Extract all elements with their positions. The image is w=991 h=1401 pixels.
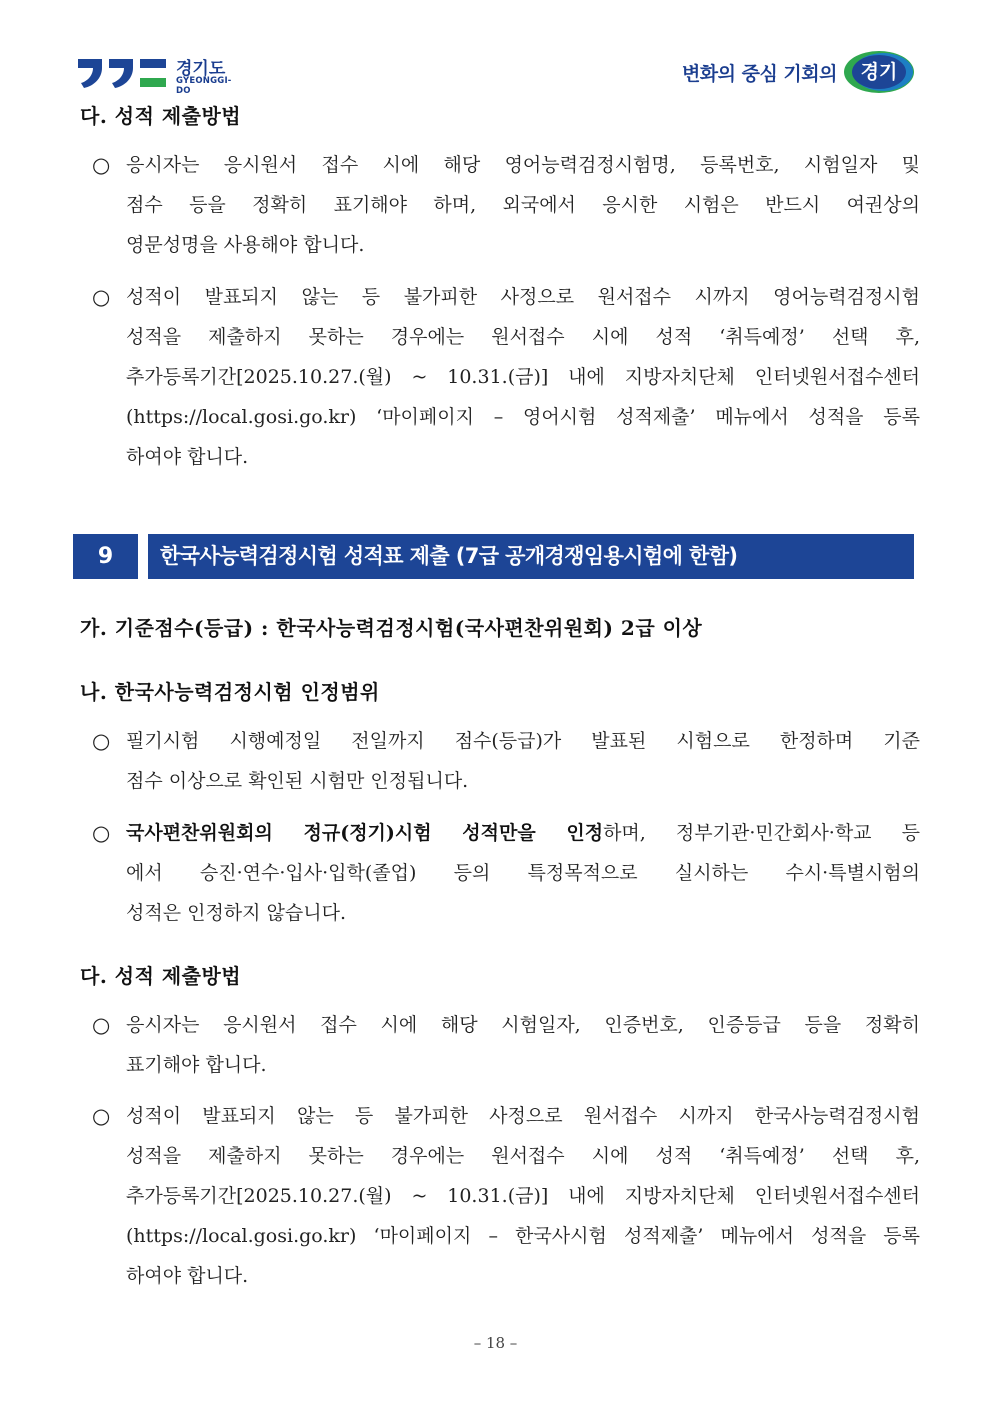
text-line: 성적이 발표되지 않는 등 불가피한 사정으로 원서접수 시까지 영어능력검정시험 bbox=[126, 286, 920, 308]
circle-bullet-icon: ○ bbox=[92, 153, 111, 177]
text-line: 성적을 제출하지 못하는 경우에는 원서접수 시에 성적 ‘취득예정’ 선택 후, bbox=[126, 1145, 920, 1167]
text-segment: 하며, 정부기관·민간회사·학교 등 bbox=[603, 822, 920, 844]
circle-bullet-icon: ○ bbox=[92, 821, 111, 845]
section-heading-submission: 다. 성적 제출방법 bbox=[80, 104, 242, 128]
bullet-text bbox=[126, 145, 920, 265]
page-header bbox=[0, 0, 991, 100]
text-line: 필기시험 시행예정일 전일까지 점수(등급)가 발표된 시험으로 한정하며 기준 bbox=[126, 730, 920, 752]
section-heading-criteria: 가. 기준점수(등급) : 한국사능력검정시험(국사편찬위원회) 2급 이상 bbox=[80, 616, 703, 640]
section-9-bar bbox=[73, 534, 914, 579]
circle-bullet-icon: ○ bbox=[92, 729, 111, 753]
circle-bullet-icon: ○ bbox=[92, 1013, 111, 1037]
section-heading-scope: 나. 한국사능력검정시험 인정범위 bbox=[80, 680, 380, 704]
text-line: 추가등록기간[2025.10.27.(월) ~ 10.31.(금)] 내에 지방자치단체 인터넷원서접수센터 bbox=[126, 366, 920, 388]
text-line: (https://local.gosi.go.kr) ‘마이페이지 – 영어시험 성적제출’ 메뉴에서 성적을 등록 bbox=[126, 406, 920, 428]
section-number: 9 bbox=[73, 534, 138, 579]
slogan bbox=[682, 48, 915, 96]
text-line: 표기해야 합니다. bbox=[126, 1054, 267, 1076]
bullet-text bbox=[126, 1005, 920, 1085]
emphasis-text: 국사편찬위원회의 정규(정기)시험 성적만을 인정 bbox=[126, 822, 604, 844]
list-item bbox=[92, 813, 920, 933]
text-line: 에서 승진·연수·입사·입학(졸업) 등의 특정목적으로 실시하는 수시·특별시험의 bbox=[126, 862, 920, 884]
text-line: 성적이 발표되지 않는 등 불가피한 사정으로 원서접수 시까지 한국사능력검정시험 bbox=[126, 1105, 920, 1127]
gyeonggi-logo bbox=[76, 52, 246, 96]
text-line: 점수 이상으로 확인된 시험만 인정됩니다. bbox=[126, 770, 469, 792]
list-item bbox=[92, 277, 920, 477]
page-number: – 18 – bbox=[473, 1334, 518, 1352]
circle-bullet-icon: ○ bbox=[92, 285, 111, 309]
text-line bbox=[126, 813, 920, 853]
text-line: 하여야 합니다. bbox=[126, 446, 249, 468]
text-line: 성적은 인정하지 않습니다. bbox=[126, 902, 347, 924]
text-line: 점수 등을 정확히 표기해야 하며, 외국에서 응시한 시험은 반드시 여권상의 bbox=[126, 194, 920, 216]
text-line: 추가등록기간[2025.10.27.(월) ~ 10.31.(금)] 내에 지방자치단체 인터넷원서접수센터 bbox=[126, 1185, 920, 1207]
text-line: 영문성명을 사용해야 합니다. bbox=[126, 234, 365, 256]
logo-subtext: GYEONGGI-DO bbox=[176, 76, 232, 96]
text-line: 응시자는 응시원서 접수 시에 해당 시험일자, 인증번호, 인증등급 등을 정확히 bbox=[126, 1014, 920, 1036]
text-line: 성적을 제출하지 못하는 경우에는 원서접수 시에 성적 ‘취득예정’ 선택 후, bbox=[126, 326, 920, 348]
list-item bbox=[92, 721, 920, 801]
bullet-text bbox=[126, 721, 920, 801]
logo-bars-icon bbox=[76, 56, 168, 90]
circle-bullet-icon: ○ bbox=[92, 1104, 111, 1128]
text-line: 응시자는 응시원서 접수 시에 해당 영어능력검정시험명, 등록번호, 시험일자 및 bbox=[126, 154, 920, 176]
text-line: 하여야 합니다. bbox=[126, 1265, 249, 1287]
bullet-text bbox=[126, 813, 920, 933]
text-line: (https://local.gosi.go.kr) ‘마이페이지 – 한국사시험 성적제출’ 메뉴에서 성적을 등록 bbox=[126, 1225, 920, 1247]
slogan-badge bbox=[843, 50, 915, 94]
bullet-text bbox=[126, 277, 920, 477]
logo-text: 경기도 bbox=[176, 59, 226, 79]
slogan-text: 변화의 중심 기회의 bbox=[681, 62, 837, 85]
section-heading-submission-2: 다. 성적 제출방법 bbox=[80, 964, 242, 988]
list-item bbox=[92, 145, 920, 265]
list-item bbox=[92, 1096, 920, 1296]
section-title: 한국사능력검정시험 성적표 제출 (7급 공개경쟁임용시험에 한함) bbox=[148, 534, 914, 579]
list-item bbox=[92, 1005, 920, 1085]
bullet-text bbox=[126, 1096, 920, 1296]
slogan-badge-text: 경기 bbox=[860, 61, 898, 83]
